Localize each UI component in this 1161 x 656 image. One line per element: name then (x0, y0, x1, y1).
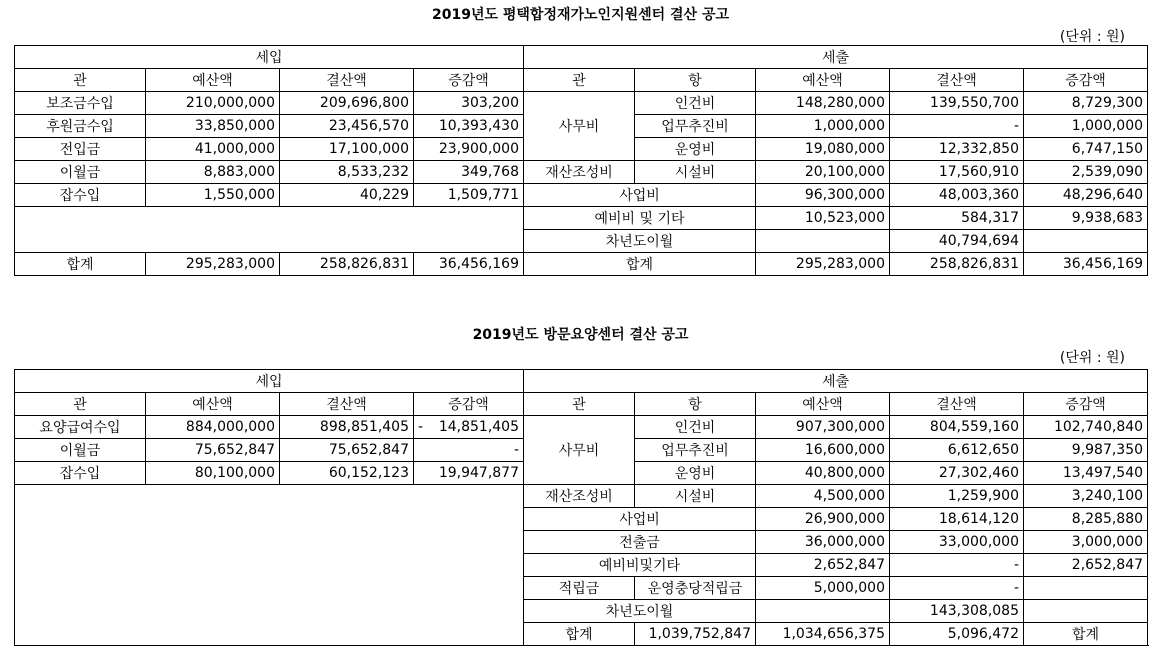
total-income-settle: 1,034,656,375 (756, 623, 890, 646)
col-header: 예산액 (756, 393, 890, 416)
col-header: 예산액 (146, 393, 280, 416)
col-header: 예산액 (756, 69, 890, 92)
income-settle: 8,533,232 (280, 161, 414, 184)
expense-budget: 5,000,000 (756, 577, 890, 600)
expense-budget (756, 230, 890, 253)
total-expense-diff: 36,456,169 (1024, 253, 1148, 276)
expense-settle: - (890, 554, 1024, 577)
expense-budget: 907,300,000 (756, 416, 890, 439)
expense-budget: 2,652,847 (756, 554, 890, 577)
report2-title: 2019년도 방문요양센터 결산 공고 (472, 327, 689, 343)
report1-table (14, 45, 1148, 276)
col-header: 결산액 (890, 69, 1024, 92)
income-diff: 19,947,877 (414, 462, 524, 485)
expense-budget: 16,600,000 (756, 439, 890, 462)
income-diff: - (414, 439, 524, 462)
table-row-total (15, 253, 1148, 276)
expense-diff: 9,987,350 (1024, 439, 1148, 462)
expense-budget: 148,280,000 (756, 92, 890, 115)
total-income-diff: 5,096,472 (890, 623, 1024, 646)
report1-title: 2019년도 평택합정재가노인지원센터 결산 공고 (431, 7, 730, 23)
expense-wide-label: 예비비 및 기타 (524, 207, 756, 230)
total-income-budget: 295,283,000 (146, 253, 280, 276)
expense-hang: 인건비 (635, 92, 756, 115)
expense-wide-label: 차년도이월 (524, 230, 756, 253)
expense-budget: 40,800,000 (756, 462, 890, 485)
table-row (15, 184, 1148, 207)
expense-settle: 584,317 (890, 207, 1024, 230)
total-expense-budget: 295,283,000 (756, 253, 890, 276)
total-income-budget: 1,039,752,847 (635, 623, 756, 646)
income-gwan: 이월금 (15, 161, 146, 184)
expense-wide-label: 예비비및기타 (524, 554, 756, 577)
col-header: 결산액 (280, 393, 414, 416)
report1-unit: (단위 : 원) (1059, 29, 1125, 45)
expense-budget: 10,523,000 (756, 207, 890, 230)
income-gwan: 잡수입 (15, 184, 146, 207)
table-row (15, 416, 1148, 439)
total-income-settle: 258,826,831 (280, 253, 414, 276)
table-row (15, 393, 1148, 416)
expense-budget: 19,080,000 (756, 138, 890, 161)
expense-header: 세출 (524, 46, 1148, 69)
expense-budget: 36,000,000 (756, 531, 890, 554)
diff-value: 14,851,405 (438, 419, 519, 435)
expense-diff: 48,296,640 (1024, 184, 1148, 207)
expense-diff (1024, 577, 1148, 600)
income-gwan: 후원금수입 (15, 115, 146, 138)
col-header: 결산액 (280, 69, 414, 92)
expense-hang: 시설비 (635, 161, 756, 184)
income-budget: 884,000,000 (146, 416, 280, 439)
income-settle: 17,100,000 (280, 138, 414, 161)
income-diff: 303,200 (414, 92, 524, 115)
expense-budget: 26,900,000 (756, 508, 890, 531)
expense-diff: 2,539,090 (1024, 161, 1148, 184)
income-diff: 10,393,430 (414, 115, 524, 138)
expense-hang: 운영충당적립금 (635, 577, 756, 600)
expense-diff: 1,000,000 (1024, 115, 1148, 138)
expense-group: 재산조성비 (524, 161, 635, 184)
expense-settle: 48,003,360 (890, 184, 1024, 207)
expense-settle: 18,614,120 (890, 508, 1024, 531)
col-header: 관 (15, 393, 146, 416)
expense-hang: 운영비 (635, 138, 756, 161)
col-header: 관 (15, 69, 146, 92)
table-row (15, 92, 1148, 115)
report2-unit: (단위 : 원) (1059, 350, 1125, 366)
expense-group: 사무비 (524, 416, 635, 485)
income-budget: 1,550,000 (146, 184, 280, 207)
expense-settle: 40,794,694 (890, 230, 1024, 253)
col-header: 예산액 (146, 69, 280, 92)
income-settle: 898,851,405 (280, 416, 414, 439)
expense-diff (1024, 600, 1148, 623)
income-gwan: 전입금 (15, 138, 146, 161)
income-budget: 75,652,847 (146, 439, 280, 462)
expense-group: 재산조성비 (524, 485, 635, 508)
expense-diff: 8,285,880 (1024, 508, 1148, 531)
total-label: 합계 (524, 623, 635, 646)
expense-settle: - (890, 115, 1024, 138)
expense-diff: 13,497,540 (1024, 462, 1148, 485)
col-header: 관 (524, 69, 635, 92)
diff-sign: - (418, 419, 424, 435)
expense-group: 사무비 (524, 92, 635, 161)
expense-wide-label: 사업비 (524, 508, 756, 531)
expense-diff: 3,240,100 (1024, 485, 1148, 508)
income-settle: 209,696,800 (280, 92, 414, 115)
income-header: 세입 (15, 370, 524, 393)
total-income-diff: 36,456,169 (414, 253, 524, 276)
expense-hang: 인건비 (635, 416, 756, 439)
income-settle: 23,456,570 (280, 115, 414, 138)
expense-settle: 139,550,700 (890, 92, 1024, 115)
expense-budget: 4,500,000 (756, 485, 890, 508)
expense-hang: 업무추진비 (635, 115, 756, 138)
expense-wide-label: 사업비 (524, 184, 756, 207)
col-header: 증감액 (414, 393, 524, 416)
income-gwan: 잡수입 (15, 462, 146, 485)
income-diff (414, 416, 524, 439)
expense-header: 세출 (524, 370, 1148, 393)
col-header: 증감액 (1024, 69, 1148, 92)
expense-budget: 96,300,000 (756, 184, 890, 207)
income-budget: 8,883,000 (146, 161, 280, 184)
expense-hang: 업무추진비 (635, 439, 756, 462)
expense-budget: 20,100,000 (756, 161, 890, 184)
total-label: 합계 (524, 253, 756, 276)
income-settle: 40,229 (280, 184, 414, 207)
expense-budget: 1,000,000 (756, 115, 890, 138)
table-row (15, 370, 1148, 393)
expense-diff: 3,000,000 (1024, 531, 1148, 554)
expense-diff: 2,652,847 (1024, 554, 1148, 577)
col-header: 증감액 (1024, 393, 1148, 416)
expense-settle: 12,332,850 (890, 138, 1024, 161)
income-gwan: 보조금수입 (15, 92, 146, 115)
expense-diff: 102,740,840 (1024, 416, 1148, 439)
expense-settle: 33,000,000 (890, 531, 1024, 554)
table-row (15, 46, 1148, 69)
income-empty-cell (15, 207, 524, 253)
expense-hang: 시설비 (635, 485, 756, 508)
expense-hang: 운영비 (635, 462, 756, 485)
income-settle: 60,152,123 (280, 462, 414, 485)
income-gwan: 요양급여수입 (15, 416, 146, 439)
col-header: 증감액 (414, 69, 524, 92)
income-budget: 210,000,000 (146, 92, 280, 115)
income-empty-cell (15, 485, 524, 646)
expense-diff: 6,747,150 (1024, 138, 1148, 161)
total-expense-settle: 258,826,831 (890, 253, 1024, 276)
income-diff: 349,768 (414, 161, 524, 184)
expense-settle: 804,559,160 (890, 416, 1024, 439)
expense-diff (1024, 230, 1148, 253)
income-budget: 41,000,000 (146, 138, 280, 161)
total-label: 합계 (1024, 623, 1148, 646)
expense-wide-label: 전출금 (524, 531, 756, 554)
expense-settle: 17,560,910 (890, 161, 1024, 184)
expense-budget (756, 600, 890, 623)
income-gwan: 이월금 (15, 439, 146, 462)
table-row (15, 207, 1148, 230)
expense-settle: 6,612,650 (890, 439, 1024, 462)
col-header: 관 (524, 393, 635, 416)
income-diff: 23,900,000 (414, 138, 524, 161)
expense-group: 적립금 (524, 577, 635, 600)
table-row (15, 485, 1148, 508)
income-diff: 1,509,771 (414, 184, 524, 207)
table-row (15, 161, 1148, 184)
table-row (15, 69, 1148, 92)
income-settle: 75,652,847 (280, 439, 414, 462)
col-header: 결산액 (890, 393, 1024, 416)
expense-settle: 27,302,460 (890, 462, 1024, 485)
col-header: 항 (635, 393, 756, 416)
income-header: 세입 (15, 46, 524, 69)
expense-settle: 1,259,900 (890, 485, 1024, 508)
expense-diff: 9,938,683 (1024, 207, 1148, 230)
report2-table (14, 369, 1148, 646)
expense-settle: - (890, 577, 1024, 600)
expense-settle: 143,308,085 (890, 600, 1024, 623)
col-header: 항 (635, 69, 756, 92)
income-budget: 80,100,000 (146, 462, 280, 485)
income-budget: 33,850,000 (146, 115, 280, 138)
total-label: 합계 (15, 253, 146, 276)
expense-wide-label: 차년도이월 (524, 600, 756, 623)
expense-diff: 8,729,300 (1024, 92, 1148, 115)
